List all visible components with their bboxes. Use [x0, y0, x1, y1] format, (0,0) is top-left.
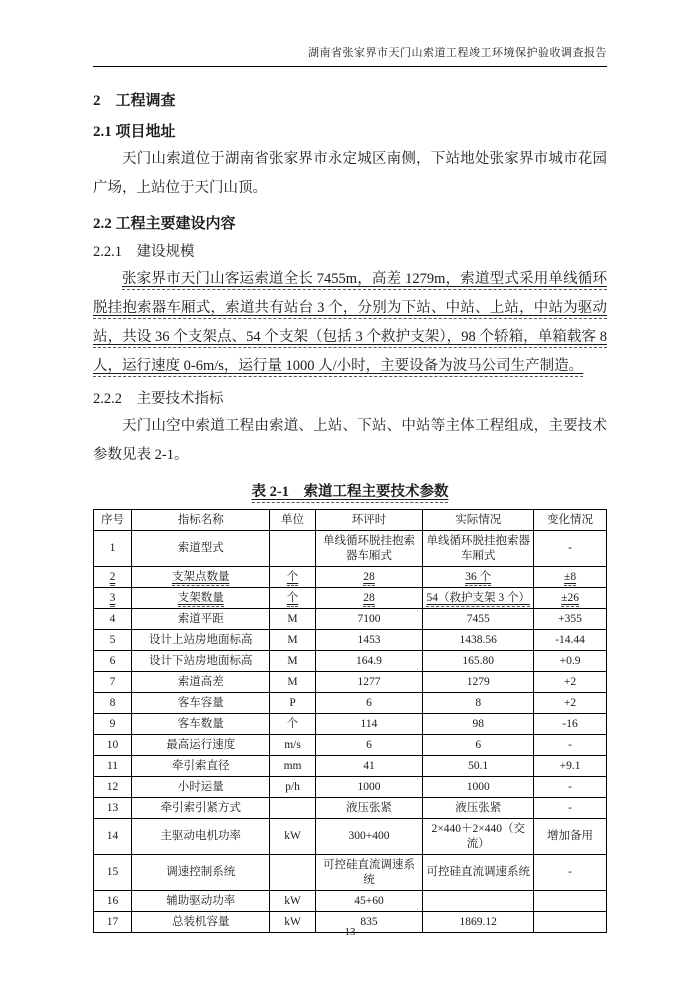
- table-cell-no: 12: [94, 777, 132, 798]
- table-cell-change: [534, 891, 607, 912]
- table-cell-eia: 28: [315, 588, 423, 609]
- table-cell-unit: 个: [270, 588, 315, 609]
- table-cell-name: 辅助驱动功率: [131, 891, 270, 912]
- table-cell-eia: 1277: [315, 672, 423, 693]
- table-cell-no: 13: [94, 798, 132, 819]
- table-cell-no: 5: [94, 630, 132, 651]
- table-row: [94, 588, 607, 609]
- table-row: [94, 714, 607, 735]
- column-header-unit: 单位: [270, 510, 315, 531]
- table-cell-change: +355: [534, 609, 607, 630]
- table-row: [94, 891, 607, 912]
- table-cell-actual: 98: [423, 714, 534, 735]
- paragraph-technical-intro: 天门山空中索道工程由索道、上站、下站、中站等主体工程组成，主要技术参数见表 2-1。: [93, 418, 607, 463]
- table-cell-no: 8: [94, 693, 132, 714]
- table-cell-no: 16: [94, 891, 132, 912]
- table-cell-eia: 1453: [315, 630, 423, 651]
- table-cell-no: 3: [94, 588, 132, 609]
- table-cell-no: 14: [94, 819, 132, 855]
- table-row: [94, 735, 607, 756]
- table-cell-eia: 41: [315, 756, 423, 777]
- table-cell-actual: 7455: [423, 609, 534, 630]
- table-cell-unit: 个: [270, 714, 315, 735]
- table-cell-change: -: [534, 798, 607, 819]
- table-cell-name: 主驱动电机功率: [131, 819, 270, 855]
- table-cell-eia: 液压张紧: [315, 798, 423, 819]
- table-caption-text: 表 2-1 索道工程主要技术参数: [252, 484, 449, 503]
- table-cell-change: 增加备用: [534, 819, 607, 855]
- table-cell-no: 9: [94, 714, 132, 735]
- table-row: [94, 777, 607, 798]
- table-cell-eia: 300+400: [315, 819, 423, 855]
- table-cell-unit: M: [270, 651, 315, 672]
- table-cell-no: 7: [94, 672, 132, 693]
- table-row: [94, 672, 607, 693]
- table-cell-no: 11: [94, 756, 132, 777]
- table-cell-change: +2: [534, 693, 607, 714]
- column-header-change: 变化情况: [534, 510, 607, 531]
- table-cell-unit: p/h: [270, 777, 315, 798]
- table-cell-actual: 可控硅直流调速系统: [423, 855, 534, 891]
- section-heading-2-2: 2.2 工程主要建设内容: [93, 216, 236, 232]
- table-cell-actual: 1869.12: [423, 912, 534, 933]
- table-cell-change: +9.1: [534, 756, 607, 777]
- column-header-name: 指标名称: [131, 510, 270, 531]
- table-cell-change: -16: [534, 714, 607, 735]
- column-header-eia: 环评时: [315, 510, 423, 531]
- table-caption: [93, 482, 607, 502]
- table-cell-eia: 6: [315, 693, 423, 714]
- table-cell-actual: 液压张紧: [423, 798, 534, 819]
- table-cell-name: 支架点数量: [131, 567, 270, 588]
- chapter-heading-2: 2 工程调查: [93, 93, 176, 109]
- table-row: [94, 531, 607, 567]
- parameters-table: [93, 509, 607, 933]
- table-cell-no: 17: [94, 912, 132, 933]
- subsection-heading-2-2-2: 2.2.2 主要技术指标: [93, 391, 224, 407]
- table-cell-change: -: [534, 855, 607, 891]
- table-row: [94, 567, 607, 588]
- table-cell-actual: [423, 891, 534, 912]
- table-row: [94, 651, 607, 672]
- table-cell-change: -: [534, 531, 607, 567]
- table-cell-change: +0.9: [534, 651, 607, 672]
- table-cell-name: 客车容量: [131, 693, 270, 714]
- table-cell-unit: 个: [270, 567, 315, 588]
- table-cell-no: 1: [94, 531, 132, 567]
- table-cell-actual: 165.80: [423, 651, 534, 672]
- table-cell-eia: 6: [315, 735, 423, 756]
- table-cell-actual: 2×440＋2×440（交流）: [423, 819, 534, 855]
- table-cell-name: 牵引索直径: [131, 756, 270, 777]
- table-cell-eia: 7100: [315, 609, 423, 630]
- table-cell-name: 设计上站房地面标高: [131, 630, 270, 651]
- table-row: [94, 630, 607, 651]
- table-cell-eia: 164.9: [315, 651, 423, 672]
- table-cell-name: 牵引索引紧方式: [131, 798, 270, 819]
- table-cell-actual: 8: [423, 693, 534, 714]
- table-row: [94, 693, 607, 714]
- table-cell-actual: 6: [423, 735, 534, 756]
- table-cell-unit: M: [270, 672, 315, 693]
- table-cell-name: 小时运量: [131, 777, 270, 798]
- table-cell-eia: 28: [315, 567, 423, 588]
- section-heading-2-1: 2.1 项目地址: [93, 124, 176, 140]
- table-cell-unit: M: [270, 630, 315, 651]
- paragraph-project-location: 天门山索道位于湖南省张家界市永定城区南侧，下站地处张家界市城市花园广场，上站位于天门山顶。: [93, 151, 607, 196]
- subsection-heading-2-2-1: 2.2.1 建设规模: [93, 244, 195, 260]
- table-cell-unit: [270, 798, 315, 819]
- table-cell-eia: 1000: [315, 777, 423, 798]
- table-cell-name: 总装机容量: [131, 912, 270, 933]
- table-cell-actual: 单线循环脱挂抱索器车厢式: [423, 531, 534, 567]
- table-cell-no: 2: [94, 567, 132, 588]
- table-cell-name: 设计下站房地面标高: [131, 651, 270, 672]
- table-cell-unit: kW: [270, 891, 315, 912]
- table-cell-actual: 50.1: [423, 756, 534, 777]
- table-cell-unit: mm: [270, 756, 315, 777]
- table-cell-unit: [270, 855, 315, 891]
- table-cell-no: 10: [94, 735, 132, 756]
- table-cell-eia: 835: [315, 912, 423, 933]
- table-cell-no: 15: [94, 855, 132, 891]
- table-cell-eia: 单线循环脱挂抱索器车厢式: [315, 531, 423, 567]
- table-cell-name: 最高运行速度: [131, 735, 270, 756]
- table-row: [94, 756, 607, 777]
- table-cell-change: -: [534, 735, 607, 756]
- table-row: [94, 798, 607, 819]
- table-cell-unit: kW: [270, 819, 315, 855]
- table-cell-unit: M: [270, 609, 315, 630]
- table-cell-actual: 1438.56: [423, 630, 534, 651]
- table-cell-name: 索道高差: [131, 672, 270, 693]
- table-cell-name: 支架数量: [131, 588, 270, 609]
- table-cell-change: ±8: [534, 567, 607, 588]
- table-cell-change: -: [534, 777, 607, 798]
- table-cell-actual: 1000: [423, 777, 534, 798]
- table-cell-no: 4: [94, 609, 132, 630]
- column-header-no: 序号: [94, 510, 132, 531]
- table-cell-eia: 可控硅直流调速系统: [315, 855, 423, 891]
- table-cell-unit: [270, 531, 315, 567]
- table-row: [94, 609, 607, 630]
- table-cell-actual: 36 个: [423, 567, 534, 588]
- column-header-actual: 实际情况: [423, 510, 534, 531]
- table-row: [94, 819, 607, 855]
- report-header: 湖南省张家界市天门山索道工程竣工环境保护验收调查报告: [93, 46, 607, 67]
- table-cell-name: 调速控制系统: [131, 855, 270, 891]
- table-cell-actual: 1279: [423, 672, 534, 693]
- table-cell-change: -14.44: [534, 630, 607, 651]
- table-cell-eia: 45+60: [315, 891, 423, 912]
- table-cell-name: 索道型式: [131, 531, 270, 567]
- inserted-text-construction-scale: 张家界市天门山客运索道全长 7455m，高差 1279m，索道型式采用单线循环脱挂抱索器车厢式，索道共有站台 3 个，分别为下站、中站、上站，中站为驱动站，共设 36 个支架点、54 个支架（包括 3 个救护支架），98 个轿箱，单箱载客 8 人，运行速度 0-6m/s，运行量 1000 人/小时，主要设备为波马公司生产制造。: [93, 271, 607, 377]
- parameters-table-body: [94, 531, 607, 933]
- table-cell-unit: m/s: [270, 735, 315, 756]
- table-cell-change: +2: [534, 672, 607, 693]
- paragraph-construction-scale: [93, 265, 607, 381]
- table-header-row: [94, 510, 607, 531]
- table-row: [94, 855, 607, 891]
- table-cell-eia: 114: [315, 714, 423, 735]
- page-number: 13: [344, 926, 356, 938]
- table-cell-name: 索道平距: [131, 609, 270, 630]
- table-cell-change: ±26: [534, 588, 607, 609]
- table-cell-actual: 54（救护支架 3 个）: [423, 588, 534, 609]
- table-cell-no: 6: [94, 651, 132, 672]
- table-cell-name: 客车数量: [131, 714, 270, 735]
- table-cell-unit: kW: [270, 912, 315, 933]
- table-cell-unit: P: [270, 693, 315, 714]
